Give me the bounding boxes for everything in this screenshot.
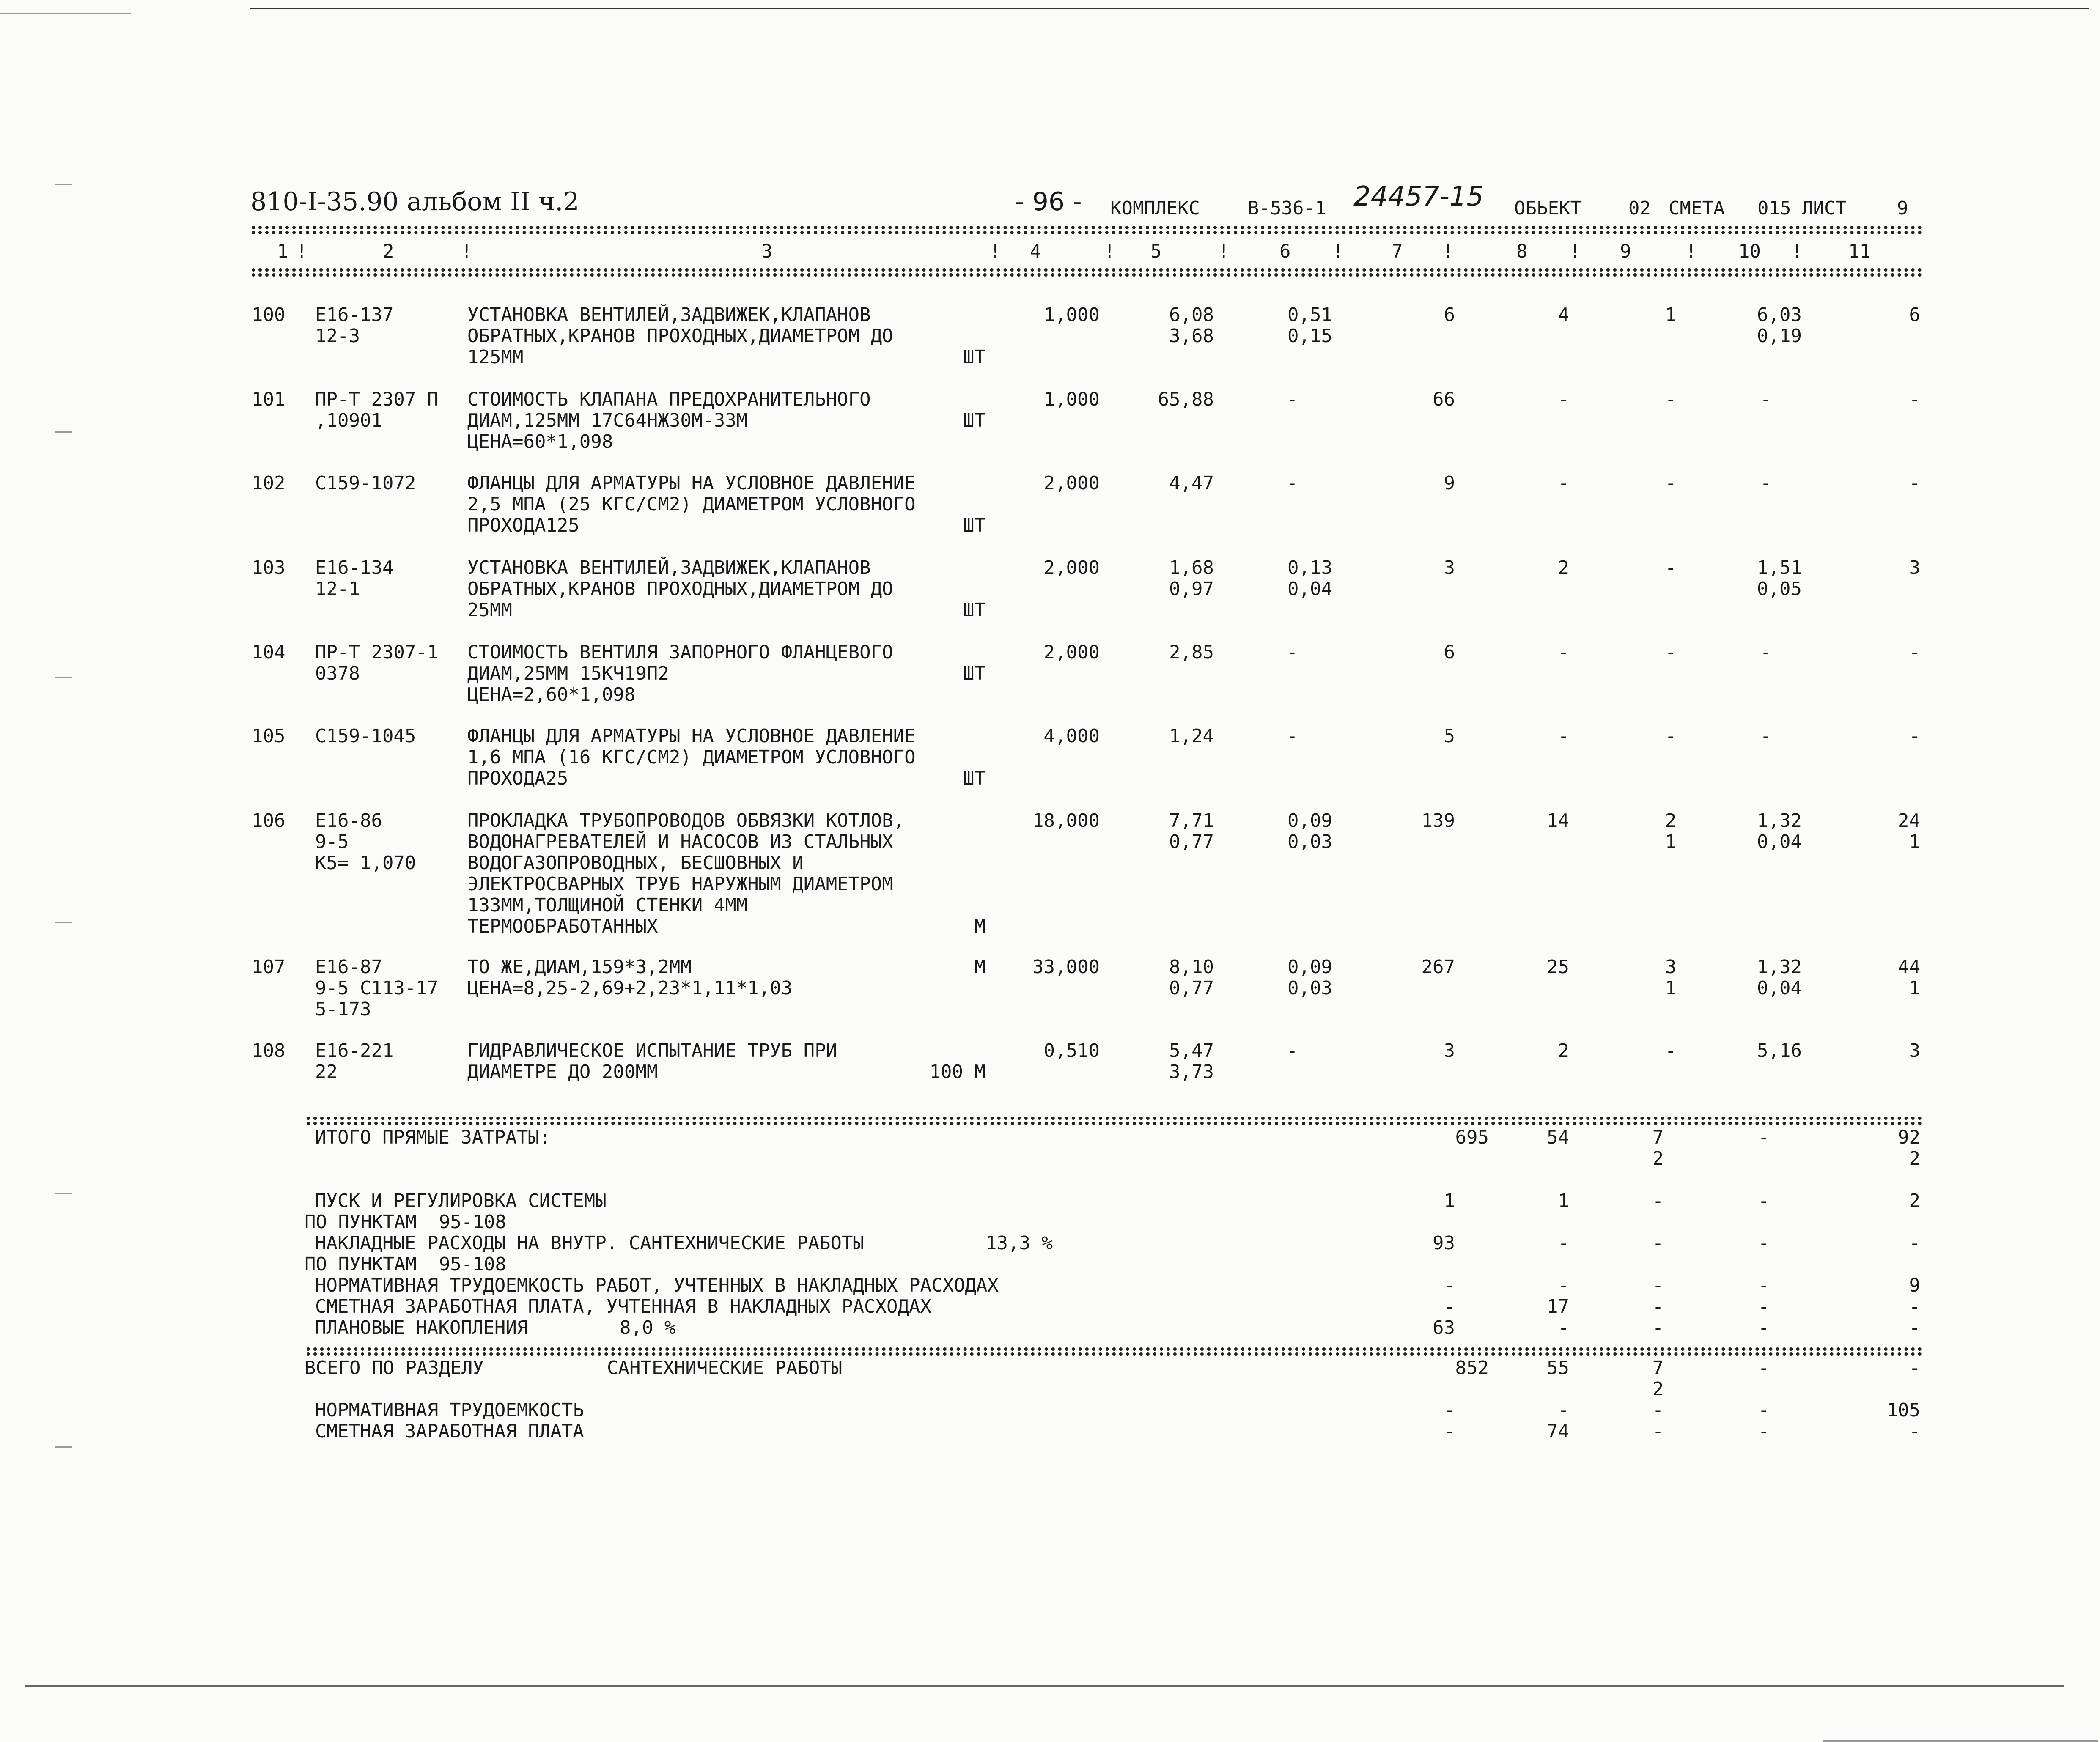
row-col9: 2 [1665, 810, 1677, 831]
handwritten-number: 24457-15 [1353, 181, 1484, 212]
row-description: ЦЕНА=2,60*1,098 [467, 684, 636, 705]
row-col5: 0,97 [1169, 578, 1214, 600]
extra-label: ПУСК И РЕГУЛИРОВКА СИСТЕМЫ [315, 1190, 607, 1212]
extra-label: НАКЛАДНЫЕ РАСХОДЫ НА ВНУТР. САНТЕХНИЧЕСКИЕ РАБОТЫ [315, 1232, 865, 1254]
column-number: 5 [1150, 241, 1162, 262]
row-col7: 267 [1421, 956, 1455, 978]
extra-col9: - [1652, 1296, 1664, 1317]
row-col5: 8,10 [1169, 956, 1214, 978]
extra-col8: 17 [1547, 1296, 1569, 1317]
row-description: 25ММ [467, 599, 512, 621]
footer-col10: - [1758, 1399, 1770, 1421]
row-code: Е16-87 [315, 956, 382, 978]
extra-col10: - [1758, 1296, 1770, 1317]
extra-col7: - [1444, 1296, 1455, 1317]
row-description: УСТАНОВКА ВЕНТИЛЕЙ,ЗАДВИЖЕК,КЛАПАНОВ [467, 557, 871, 579]
row-col10: - [1760, 642, 1772, 663]
obekt-label: ОБЬЕКТ [1514, 198, 1581, 219]
row-col11: 44 [1898, 956, 1920, 978]
obekt-value: 02 [1628, 198, 1651, 219]
row-unit: М [974, 916, 985, 937]
row-unit: ШТ [963, 515, 985, 536]
dotted-separator [307, 1352, 1922, 1356]
scan-mark [0, 13, 131, 14]
row-description: СТОИМОСТЬ ВЕНТИЛЯ ЗАПОРНОГО ФЛАНЦЕВОГО [467, 642, 893, 663]
row-description: 1,6 МПА (16 КГС/СМ2) ДИАМЕТРОМ УСЛОВНОГО [467, 746, 916, 768]
row-col11: - [1909, 389, 1920, 410]
row-col9: - [1665, 642, 1677, 663]
footer-col8: 74 [1547, 1421, 1569, 1442]
row-description: ФЛАНЦЫ ДЛЯ АРМАТУРЫ НА УСЛОВНОЕ ДАВЛЕНИЕ [467, 472, 916, 494]
row-code: ,10901 [315, 410, 382, 431]
column-separator: ! [1442, 241, 1454, 262]
row-col8: - [1558, 472, 1569, 494]
row-col10: 1,32 [1757, 810, 1802, 831]
dashed-separator [252, 273, 1922, 277]
row-col10: 5,16 [1757, 1040, 1802, 1062]
dotted-separator [307, 1117, 1922, 1120]
extra-percent: 13,3 % [985, 1232, 1053, 1254]
row-col6: 0,13 [1287, 557, 1332, 579]
row-col11: 1 [1909, 977, 1920, 999]
row-unit: 100 М [929, 1061, 985, 1083]
row-number: 106 [252, 810, 285, 831]
row-code: 12-1 [315, 578, 360, 600]
row-col6: - [1286, 389, 1298, 410]
dashed-separator [252, 268, 1922, 272]
row-col6: 0,03 [1287, 831, 1332, 853]
kompleks-label: КОМПЛЕКС [1110, 198, 1200, 219]
row-unit: ШТ [963, 410, 985, 431]
column-number: 6 [1279, 241, 1291, 262]
itogo-col11-b: 2 [1909, 1148, 1920, 1169]
row-col6: 0,51 [1287, 304, 1332, 326]
row-col4: 18,000 [1032, 810, 1100, 831]
row-description: ОБРАТНЫХ,КРАНОВ ПРОХОДНЫХ,ДИАМЕТРОМ ДО [467, 325, 893, 347]
row-col7: 6 [1444, 642, 1455, 663]
row-code: 22 [315, 1061, 338, 1083]
extra-col8: - [1558, 1275, 1569, 1296]
row-col8: - [1558, 725, 1569, 747]
column-number: 3 [761, 241, 773, 262]
row-col11: 24 [1898, 810, 1920, 831]
extra-col7: 93 [1433, 1232, 1455, 1254]
row-code: ПР-Т 2307 П [315, 389, 439, 410]
scan-mark [55, 677, 72, 678]
row-col7: 66 [1433, 389, 1455, 410]
column-number: 2 [383, 241, 394, 262]
extra-col7: 63 [1433, 1317, 1455, 1339]
row-code: Е16-134 [315, 557, 394, 579]
row-col11: 1 [1909, 831, 1920, 853]
row-code: К5= 1,070 [315, 852, 416, 874]
row-code: С159-1045 [315, 725, 416, 747]
column-separator: ! [990, 241, 1001, 262]
footer-col11: - [1909, 1421, 1920, 1442]
dashed-separator [252, 231, 1922, 234]
row-col11: 3 [1909, 557, 1920, 579]
row-col10: 0,19 [1757, 325, 1802, 347]
column-separator: ! [1685, 241, 1697, 262]
row-description: 125ММ [467, 346, 524, 368]
page-number: - 96 - [1015, 187, 1082, 217]
row-number: 105 [252, 725, 285, 747]
row-col10: 6,03 [1757, 304, 1802, 326]
column-number: 8 [1516, 241, 1528, 262]
row-col5: 6,08 [1169, 304, 1214, 326]
row-code: 5-173 [315, 999, 371, 1020]
row-col5: 3,68 [1169, 325, 1214, 347]
row-code: 0378 [315, 663, 360, 684]
row-col9: - [1665, 472, 1677, 494]
extra-col10: - [1758, 1232, 1770, 1254]
row-description: ФЛАНЦЫ ДЛЯ АРМАТУРЫ НА УСЛОВНОЕ ДАВЛЕНИЕ [467, 725, 916, 747]
row-unit: ШТ [963, 663, 985, 684]
row-col8: 14 [1547, 810, 1569, 831]
row-description: ПРОКЛАДКА ТРУБОПРОВОДОВ ОБВЯЗКИ КОТЛОВ, [467, 810, 905, 831]
row-col11: 3 [1909, 1040, 1920, 1062]
row-col5: 4,47 [1169, 472, 1214, 494]
vsego-section: САНТЕХНИЧЕСКИЕ РАБОТЫ [607, 1357, 843, 1379]
row-col6: - [1286, 472, 1298, 494]
row-col5: 1,24 [1169, 725, 1214, 747]
top-border-line [250, 8, 2089, 9]
row-col8: 4 [1558, 304, 1569, 326]
row-description: СТОИМОСТЬ КЛАПАНА ПРЕДОХРАНИТЕЛЬНОГО [467, 389, 871, 410]
extra-label: СМЕТНАЯ ЗАРАБОТНАЯ ПЛАТА, УЧТЕННАЯ В НАКЛАДНЫХ РАСХОДАХ [315, 1296, 931, 1317]
extra-label: ПЛАНОВЫЕ НАКОПЛЕНИЯ [315, 1317, 528, 1339]
row-col9: 1 [1665, 304, 1677, 326]
row-description: ВОДОГАЗОПРОВОДНЫХ, БЕСШОВНЫХ И [467, 852, 804, 874]
row-col6: - [1286, 642, 1298, 663]
row-col7: 5 [1444, 725, 1455, 747]
extra-col10: - [1758, 1190, 1770, 1212]
row-col9: - [1665, 725, 1677, 747]
row-col9: - [1665, 1040, 1677, 1062]
row-number: 107 [252, 956, 285, 978]
extra-col9: - [1652, 1190, 1664, 1212]
footer-col7: - [1444, 1399, 1455, 1421]
footer-col7: - [1444, 1421, 1455, 1442]
row-description: ЦЕНА=60*1,098 [467, 431, 613, 453]
row-col7: 3 [1444, 1040, 1455, 1062]
row-col10: - [1760, 725, 1772, 747]
row-col4: 1,000 [1043, 389, 1100, 410]
row-col10: 0,04 [1757, 831, 1802, 853]
list-value: 9 [1897, 198, 1908, 219]
row-unit: ШТ [963, 346, 985, 368]
column-separator: ! [296, 241, 307, 262]
column-number: 10 [1738, 241, 1761, 262]
scan-mark [55, 1446, 72, 1448]
scan-mark [1823, 1740, 2098, 1742]
row-col6: - [1286, 725, 1298, 747]
row-col4: 33,000 [1032, 956, 1100, 978]
row-col5: 3,73 [1169, 1061, 1214, 1083]
row-description: ЭЛЕКТРОСВАРНЫХ ТРУБ НАРУЖНЫМ ДИАМЕТРОМ [467, 873, 893, 895]
row-description: ПРОХОДА25 [467, 768, 568, 789]
row-col9: 3 [1665, 956, 1677, 978]
vsego-col8: 55 [1547, 1357, 1569, 1379]
row-col4: 2,000 [1043, 642, 1100, 663]
row-description: ГИДРАВЛИЧЕСКОЕ ИСПЫТАНИЕ ТРУБ ПРИ [467, 1040, 837, 1062]
footer-col11: 105 [1886, 1399, 1920, 1421]
row-col4: 0,510 [1043, 1040, 1100, 1062]
extra-label: ПО ПУНКТАМ 95-108 [305, 1211, 506, 1233]
row-col8: - [1558, 642, 1569, 663]
row-col6: 0,09 [1287, 956, 1332, 978]
row-col6: 0,03 [1287, 977, 1332, 999]
row-col5: 5,47 [1169, 1040, 1214, 1062]
extra-label: НОРМАТИВНАЯ ТРУДОЕМКОСТЬ РАБОТ, УЧТЕННЫХ В НАКЛАДНЫХ РАСХОДАХ [315, 1275, 999, 1296]
dotted-separator [307, 1347, 1922, 1351]
scan-mark [55, 184, 72, 185]
itogo-col8: 54 [1547, 1127, 1569, 1148]
row-col8: 2 [1558, 557, 1569, 579]
row-col5: 1,68 [1169, 557, 1214, 579]
column-number: 1 [277, 241, 288, 262]
row-col9: 1 [1665, 977, 1677, 999]
row-description: 133ММ,ТОЛЩИНОЙ СТЕНКИ 4ММ [467, 894, 748, 916]
footer-col10: - [1758, 1421, 1770, 1442]
row-description: ОБРАТНЫХ,КРАНОВ ПРОХОДНЫХ,ДИАМЕТРОМ ДО [467, 578, 893, 600]
extra-col11: - [1909, 1296, 1920, 1317]
row-number: 100 [252, 304, 285, 326]
row-col7: 3 [1444, 557, 1455, 579]
vsego-col9-a: 7 [1652, 1357, 1664, 1379]
row-description: ДИАМ,25ММ 15КЧ19П2 [467, 663, 669, 684]
row-col11: 6 [1909, 304, 1920, 326]
row-col10: - [1760, 389, 1772, 410]
row-col8: - [1558, 389, 1569, 410]
itogo-label: ИТОГО ПРЯМЫЕ ЗАТРАТЫ: [315, 1127, 551, 1148]
row-col11: - [1909, 725, 1920, 747]
row-unit: ШТ [963, 768, 985, 789]
smeta-label: СМЕТА [1669, 198, 1725, 219]
row-col5: 7,71 [1169, 810, 1214, 831]
row-col6: 0,09 [1287, 810, 1332, 831]
row-col4: 2,000 [1043, 472, 1100, 494]
row-col6: 0,15 [1287, 325, 1332, 347]
column-separator: ! [1218, 241, 1230, 262]
row-col4: 2,000 [1043, 557, 1100, 579]
extra-col7: 1 [1444, 1190, 1455, 1212]
row-description: УСТАНОВКА ВЕНТИЛЕЙ,ЗАДВИЖЕК,КЛАПАНОВ [467, 304, 871, 326]
column-number: 4 [1030, 241, 1041, 262]
row-col5: 0,77 [1169, 977, 1214, 999]
column-separator: ! [1569, 241, 1581, 262]
album-reference: 810-I-35.90 альбом II ч.2 [250, 187, 579, 217]
row-description: 2,5 МПА (25 КГС/СМ2) ДИАМЕТРОМ УСЛОВНОГО [467, 494, 916, 515]
row-description: ДИАМЕТРЕ ДО 200ММ [467, 1061, 658, 1083]
footer-col9: - [1652, 1421, 1664, 1442]
extra-col7: - [1444, 1275, 1455, 1296]
extra-col11: - [1909, 1232, 1920, 1254]
row-col11: - [1909, 642, 1920, 663]
row-description: ПРОХОДА125 [467, 515, 579, 536]
row-code: ПР-Т 2307-1 [315, 642, 439, 663]
column-number: 9 [1620, 241, 1631, 262]
scan-mark [55, 1193, 72, 1194]
extra-col11: 9 [1909, 1275, 1920, 1296]
row-col9: - [1665, 389, 1677, 410]
row-col5: 2,85 [1169, 642, 1214, 663]
itogo-col9-b: 2 [1652, 1148, 1664, 1169]
row-number: 101 [252, 389, 285, 410]
row-unit: М [974, 956, 985, 978]
itogo-col9-a: 7 [1652, 1127, 1664, 1148]
extra-col10: - [1758, 1275, 1770, 1296]
column-separator: ! [1791, 241, 1803, 262]
row-col10: 1,32 [1757, 956, 1802, 978]
vsego-col9-b: 2 [1652, 1378, 1664, 1400]
extra-percent: 8,0 % [620, 1317, 676, 1339]
footer-label: НОРМАТИВНАЯ ТРУДОЕМКОСТЬ [315, 1399, 584, 1421]
row-description: ВОДОНАГРЕВАТЕЛЕЙ И НАСОСОВ ИЗ СТАЛЬНЫХ [467, 831, 893, 853]
bottom-border-line [25, 1685, 2064, 1687]
row-code: 9-5 С113-17 [315, 977, 439, 999]
extra-col8: - [1558, 1317, 1569, 1339]
row-col4: 4,000 [1043, 725, 1100, 747]
column-number: 7 [1392, 241, 1403, 262]
extra-col11: - [1909, 1317, 1920, 1339]
row-col5: 65,88 [1158, 389, 1214, 410]
row-code: Е16-86 [315, 810, 382, 831]
kompleks-value: В-536-1 [1248, 198, 1326, 219]
extra-col8: - [1558, 1232, 1569, 1254]
vsego-col10: - [1758, 1357, 1770, 1379]
vsego-label: ВСЕГО ПО РАЗДЕЛУ [305, 1357, 484, 1379]
list-label: ЛИСТ [1802, 198, 1847, 219]
row-number: 108 [252, 1040, 285, 1062]
row-col5: 0,77 [1169, 831, 1214, 853]
smeta-value: 015 [1757, 198, 1791, 219]
vsego-col11: - [1909, 1357, 1920, 1379]
row-unit: ШТ [963, 599, 985, 621]
dashed-separator [252, 226, 1922, 229]
row-col7: 139 [1421, 810, 1455, 831]
footer-col9: - [1652, 1399, 1664, 1421]
row-code: С159-1072 [315, 472, 416, 494]
row-number: 103 [252, 557, 285, 579]
row-col10: 1,51 [1757, 557, 1802, 579]
row-col10: 0,04 [1757, 977, 1802, 999]
row-number: 104 [252, 642, 285, 663]
extra-col8: 1 [1558, 1190, 1569, 1212]
footer-label: СМЕТНАЯ ЗАРАБОТНАЯ ПЛАТА [315, 1421, 584, 1442]
extra-col11: 2 [1909, 1190, 1920, 1212]
row-code: 9-5 [315, 831, 349, 853]
extra-col9: - [1652, 1275, 1664, 1296]
row-col11: - [1909, 472, 1920, 494]
row-col8: 25 [1547, 956, 1569, 978]
row-code: 12-3 [315, 325, 360, 347]
row-col7: 9 [1444, 472, 1455, 494]
extra-col9: - [1652, 1232, 1664, 1254]
row-col4: 1,000 [1043, 304, 1100, 326]
row-number: 102 [252, 472, 285, 494]
row-description: ТЕРМООБРАБОТАННЫХ [467, 916, 658, 937]
column-number: 11 [1848, 241, 1871, 262]
row-col7: 6 [1444, 304, 1455, 326]
extra-col10: - [1758, 1317, 1770, 1339]
extra-label: ПО ПУНКТАМ 95-108 [305, 1254, 506, 1275]
row-col6: - [1286, 1040, 1298, 1062]
scan-mark [55, 922, 72, 923]
extra-col9: - [1652, 1317, 1664, 1339]
row-code: Е16-137 [315, 304, 394, 326]
row-code: Е16-221 [315, 1040, 394, 1062]
footer-col8: - [1558, 1399, 1569, 1421]
row-description: ЦЕНА=8,25-2,69+2,23*1,11*1,03 [467, 977, 793, 999]
itogo-col10: - [1758, 1127, 1770, 1148]
column-separator: ! [461, 241, 472, 262]
row-col10: - [1760, 472, 1772, 494]
row-col9: 1 [1665, 831, 1677, 853]
scan-mark [55, 431, 72, 433]
dotted-separator [307, 1122, 1922, 1125]
row-col6: 0,04 [1287, 578, 1332, 600]
vsego-col7: 852 [1455, 1357, 1489, 1379]
row-col10: 0,05 [1757, 578, 1802, 600]
itogo-col7: 695 [1455, 1127, 1489, 1148]
row-description: ТО ЖЕ,ДИАМ,159*3,2ММ [467, 956, 692, 978]
row-description: ДИАМ,125ММ 17С64НЖ30М-33М [467, 410, 748, 431]
column-separator: ! [1332, 241, 1344, 262]
row-col9: - [1665, 557, 1677, 579]
itogo-col11-a: 92 [1898, 1127, 1920, 1148]
row-col8: 2 [1558, 1040, 1569, 1062]
column-separator: ! [1104, 241, 1115, 262]
